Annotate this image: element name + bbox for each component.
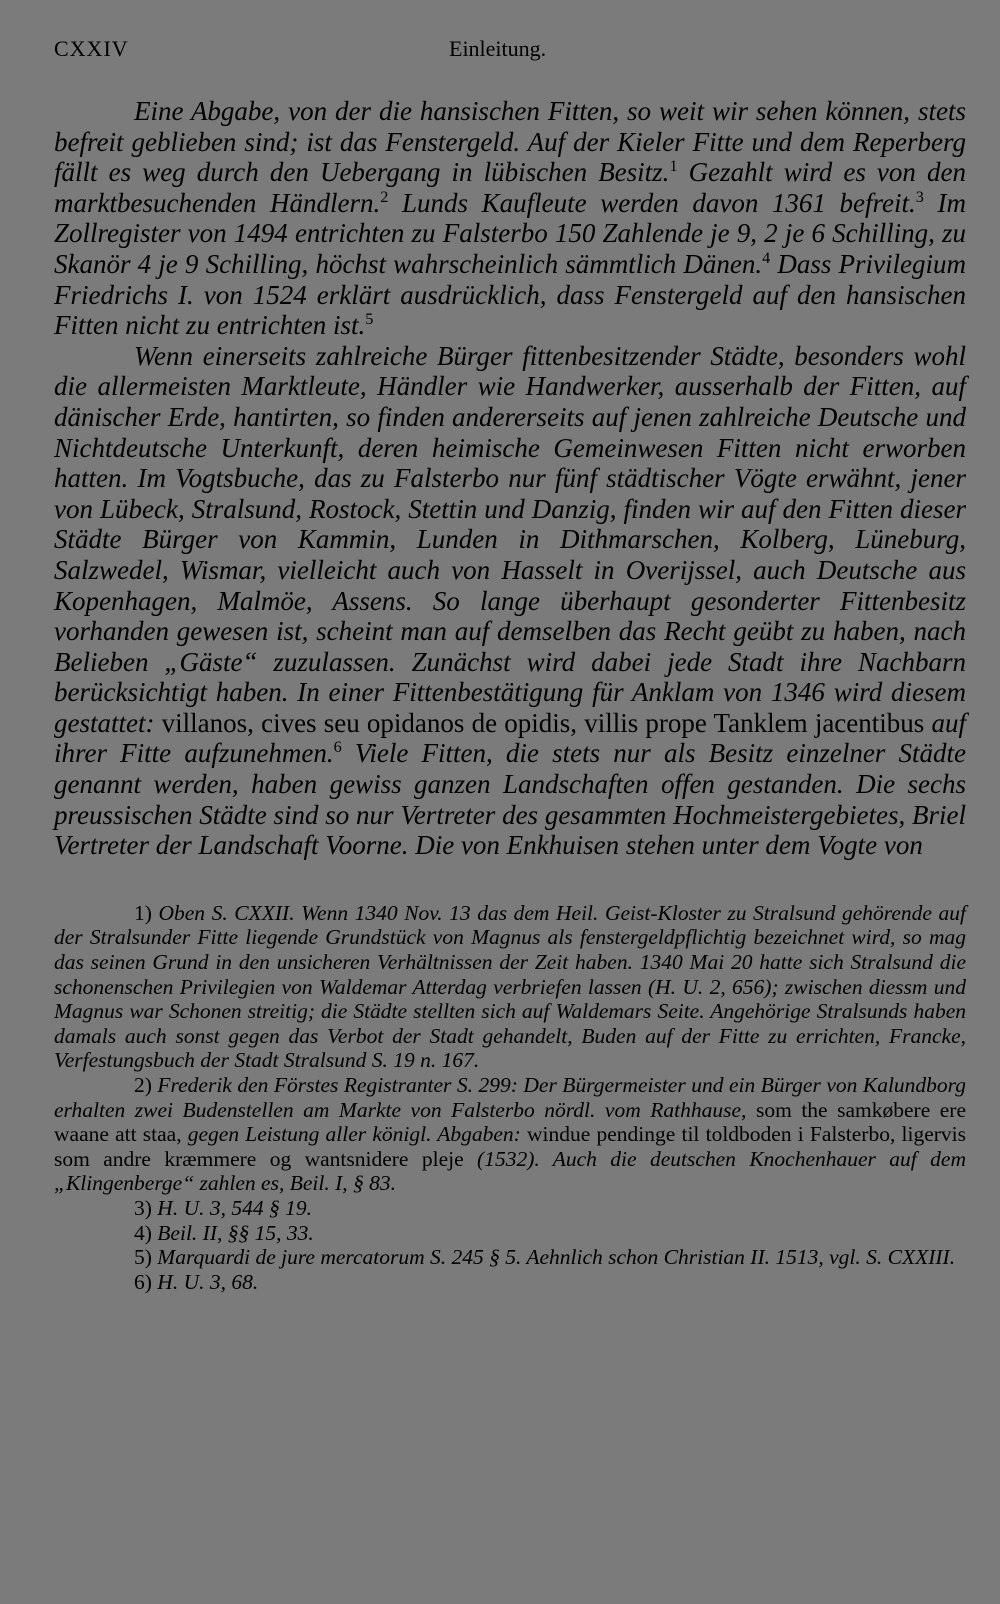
footnote-1-number: 1) xyxy=(134,900,152,925)
footnote-6-number: 6) xyxy=(134,1269,152,1294)
footnote-2-number: 2) xyxy=(134,1073,152,1097)
running-title: Einleitung. xyxy=(449,36,547,61)
p2-text-2: auf ihrer Fitte aufzunehmen. xyxy=(54,707,966,769)
footnote-3-number: 3) xyxy=(134,1195,152,1220)
paragraph-1 xyxy=(54,96,966,341)
p2-text-1: Wenn einerseits zahlreiche Bürger fittenbesitzender Städte, besonders wohl die allermeisten Marktleute, Händler wie Handwerker, ausserhalb der Fitten, auf dänischer Erde, hantirten, so finden andererseits auf jenen zahlreiche Deutsche und Nichtdeutsche Unterkunft, deren heimische Gemeinwesen Fitten nicht erworben hatten. Im Vogtsbuche, das zu Falsterbo nur fünf städtischer Vögte erwähnt, jener von Lübeck, Stralsund, Rostock, Stettin und Danzig, finden wir auf den Fitten dieser Städte Bürger von Kammin, Lunden in Dithmarschen, Kolberg, Lüneburg, Salzwedel, Wismar, vielleicht auch von Hasselt in Overijssel, auch Deutsche aus Kopenhagen, Malmöe, Assens. So lange überhaupt gesonderter Fittenbesitz vorhanden gewesen ist, scheint man auf demselben das Recht geübt zu haben, nach Belieben „Gäste“ zuzulassen. Zunächst wird dabei jede Stadt ihre Nachbarn berücksichtigt haben. In einer Fittenbestätigung für Anklam von 1346 wird diesem gestattet: xyxy=(54,340,966,738)
p1-text-4: Im Zollregister von 1494 entrichten zu Falsterbo 150 Zahlende je 9, 2 je 6 Schilling, zu Skanör 4 je 9 Schilling, höchst wahrscheinlich sämmtlich Dänen. xyxy=(54,187,966,279)
footnote-2-danish-1: som the samkøbere ere waane att staa, xyxy=(54,1097,967,1147)
footnote-ref-1: 1 xyxy=(669,157,678,176)
footnote-4-text: Beil. II, §§ 15, 33. xyxy=(151,1220,314,1245)
main-text xyxy=(54,96,966,861)
footnote-4 xyxy=(54,1221,966,1246)
footnote-1-text: Oben S. CXXII. Wenn 1340 Nov. 13 das dem Heil. Geist-Kloster zu Stralsund gehörende auf der Stralsunder Fitte liegende Grundstück von Magnus als fenstergeldpflichtig bezeichnet wird, so mag das seinen Grund in den unsicheren Verhältnissen der Zeit haben. 1340 Mai 20 hatte sich Stralsund die schonenschen Privilegien von Waldemar Atterdag verbriefen lassen (H. U. 2, 656); zwischen diessm und Magnus war Schonen streitig; die Städte stellten sich auf Waldemars Seite. Angehörige Stralsunds haben damals auch sonst gegen das Verbot der Stadt gehandelt, Buden auf der Fitte zu errichten, Francke, Verfestungsbuch der Stadt Stralsund S. 19 n. 167. xyxy=(54,900,966,1073)
footnote-3 xyxy=(54,1196,966,1221)
footnote-1 xyxy=(54,901,966,1073)
footnote-ref-6: 6 xyxy=(333,738,342,757)
footnote-2 xyxy=(54,1073,966,1196)
footnote-2-text-3: (1532). Auch die deutschen Knochenhauer auf dem „Klingenberge“ zahlen es, Beil. I, § 83. xyxy=(54,1146,966,1196)
footnote-2-text-1: Frederik den Förstes Registranter S. 299: Der Bürgermeister und ein Bürger von Kalundborg erhalten zwei Budenstellen am Markte von Falsterbo nördl. vom Rathhause, xyxy=(54,1073,966,1122)
latin-quotation: villanos, cives seu opidanos de opidis, villis prope Tanklem jacentibus xyxy=(161,707,925,738)
footnote-ref-4: 4 xyxy=(762,248,771,267)
footnote-5-number: 5) xyxy=(134,1245,152,1270)
footnote-2-danish-2: windue pendinge til toldboden i Falsterbo, ligervis som andre kræmmere og wantsnidere pleje xyxy=(54,1122,966,1171)
footnote-6-text: H. U. 3, 68. xyxy=(151,1269,259,1294)
p2-text-3: Viele Fitten, die stets nur als Besitz einzelner Städte genannt werden, haben gewiss ganzen Landschaften offen gestanden. Die sechs preussischen Städte sind so nur Vertreter des gesammten Hochmeistergebietes, Briel Vertreter der Landschaft Voorne. Die von Enkhuisen stehen unter dem Vogte von xyxy=(54,738,966,861)
p1-text-5: Dass Privilegium Friedrichs I. von 1524 erklärt ausdrücklich, dass Fenstergeld auf den hansischen Fitten nicht zu entrichten ist. xyxy=(54,248,966,341)
footnote-2-text-2: gegen Leistung aller königl. Abgaben: xyxy=(187,1122,521,1147)
footnote-ref-2: 2 xyxy=(380,187,389,206)
footnote-5 xyxy=(54,1245,966,1270)
page-number: CXXIV xyxy=(54,36,129,61)
footnote-5-text: Marquardi de jure mercatorum S. 245 § 5. Aehnlich schon Christian II. 1513, vgl. S. CXXIII. xyxy=(151,1245,956,1270)
footnote-4-number: 4) xyxy=(134,1220,152,1245)
footnotes xyxy=(54,901,966,1295)
p1-text-2: Gezahlt wird es von den marktbesuchenden Händlern. xyxy=(54,157,966,218)
footnote-ref-3: 3 xyxy=(915,187,924,206)
p1-text-3: Lunds Kaufleute werden davon 1361 befreit. xyxy=(388,187,916,218)
p1-text-1: Eine Abgabe, von der die hansischen Fitten, so weit wir sehen können, stets befreit geblieben sind; ist das Fenstergeld. Auf der Kieler Fitte und dem Reperberg fällt es weg durch den Uebergang in lübischen Besitz. xyxy=(54,96,966,188)
footnote-ref-5: 5 xyxy=(365,310,374,329)
footnote-3-text: H. U. 3, 544 § 19. xyxy=(151,1195,312,1220)
paragraph-2 xyxy=(54,341,966,861)
footnote-6 xyxy=(54,1270,966,1295)
running-head xyxy=(54,36,966,76)
